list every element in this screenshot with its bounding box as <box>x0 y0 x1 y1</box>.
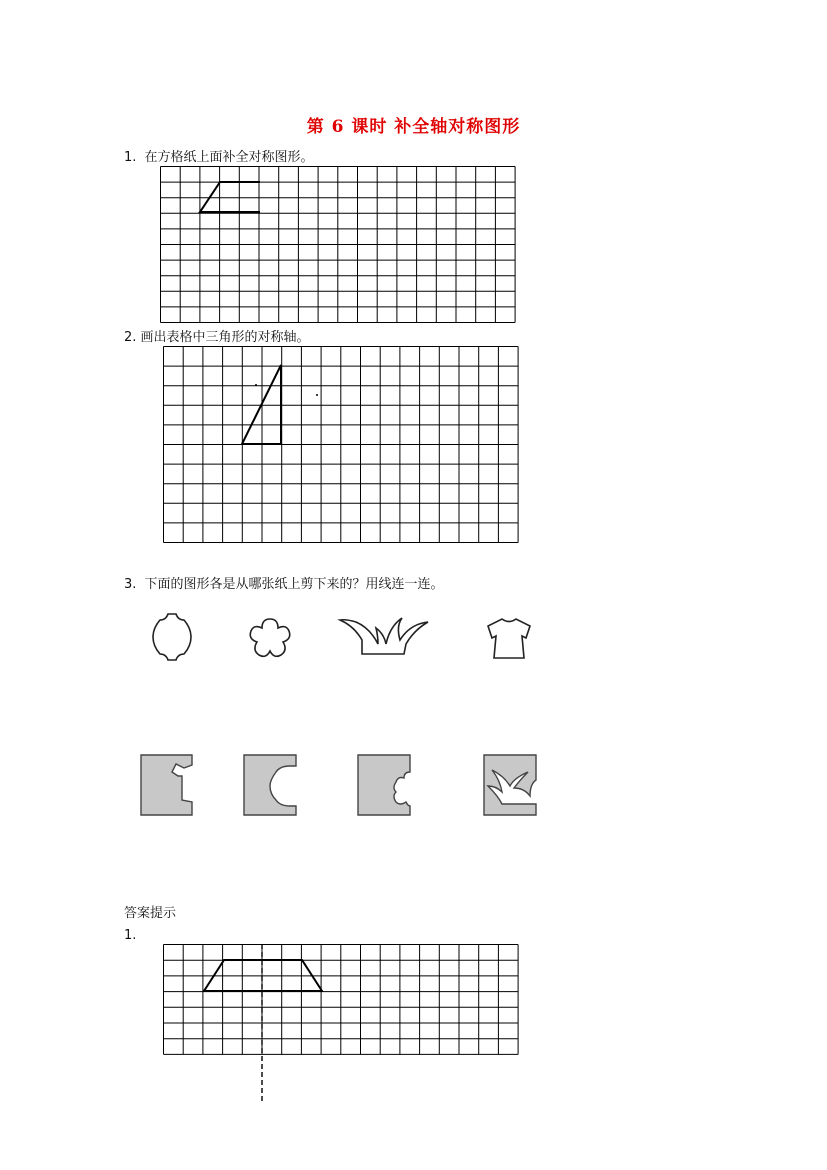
shirt-cutout-card-icon <box>141 755 192 815</box>
question-1-number: 1. <box>124 150 137 165</box>
grass-shape-icon <box>340 618 428 654</box>
grass-cutout-card-icon <box>484 755 536 815</box>
stray-dot <box>316 394 318 396</box>
lantern-cutout-card-icon <box>244 755 296 815</box>
stray-dot <box>255 384 257 386</box>
question-2-number: 2. <box>124 330 137 345</box>
flower-shape-icon <box>250 619 290 656</box>
shirt-shape-icon <box>488 619 530 658</box>
grid-answer-1 <box>164 945 519 1055</box>
page-title: 第 6 课时 补全轴对称图形 <box>306 117 521 137</box>
answer-heading: 答案提示 <box>124 906 177 921</box>
question-3-text: 下面的图形各是从哪张纸上剪下来的？用线连一连。 <box>144 577 444 592</box>
question-1-text: 在方格纸上面补全对称图形。 <box>144 150 314 165</box>
flower-cutout-card-icon <box>358 755 410 815</box>
half-trapezoid-figure <box>200 182 260 212</box>
lantern-shape-icon <box>153 614 191 660</box>
question-2-text: 画出表格中三角形的对称轴。 <box>140 330 310 345</box>
grid-question-2 <box>164 347 519 543</box>
question-3-number: 3. <box>124 577 137 592</box>
answer-1-number: 1. <box>124 928 137 943</box>
